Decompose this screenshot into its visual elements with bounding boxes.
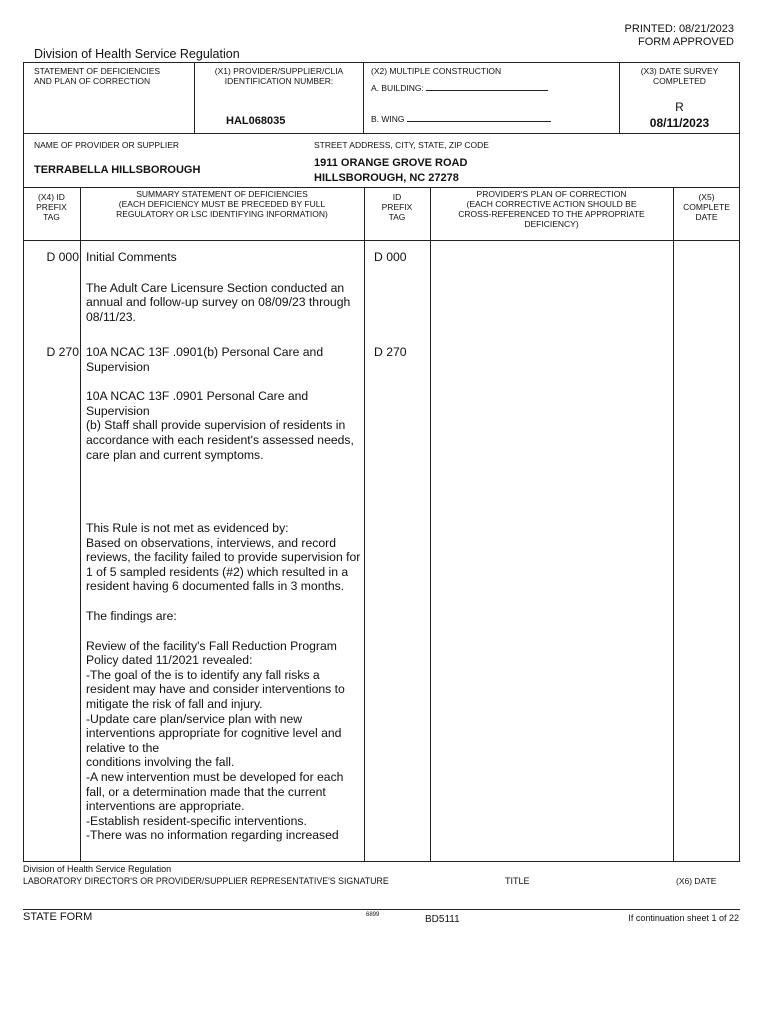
review-line: fall, or a determination made that the current: [86, 784, 326, 799]
agency-title: Division of Health Service Regulation: [34, 47, 240, 61]
review-line: interventions are appropriate.: [86, 799, 245, 814]
address-label: STREET ADDRESS, CITY, STATE, ZIP CODE: [314, 140, 489, 150]
x3-label: (X3) DATE SURVEY COMPLETED: [640, 66, 719, 86]
signature-line: [23, 909, 740, 910]
wing-blank: [407, 121, 551, 122]
review-line: -The goal of the is to identify any fall risks a: [86, 667, 320, 682]
address-line-2: HILLSBOROUGH, NC 27278: [314, 172, 459, 184]
x4-header: (X4) ID PREFIX TAG: [36, 192, 67, 222]
d270-section: [86, 345, 362, 477]
review-line: -There was no information regarding increased: [86, 828, 339, 843]
building-blank: [426, 90, 548, 91]
evidence-text: Based on observations, interviews, and record reviews, the facility failed to provide supervision for 1 of 5 sampled residents (#2) which resulted in a resident having 6 documented falls in 3 months.: [86, 535, 361, 594]
x2-building: A. BUILDING:: [371, 83, 548, 93]
initial-comments-section: [86, 250, 362, 339]
not-met-statement: This Rule is not met as evidenced by:: [86, 521, 289, 535]
summary-header: SUMMARY STATEMENT OF DEFICIENCIES (EACH DEFICIENCY MUST BE PRECEDED BY FULL REGULATORY OR LSC IDENTIFYING INFORMATION): [116, 189, 328, 219]
review-line: relative to the: [86, 740, 160, 755]
x1-label: (X1) PROVIDER/SUPPLIER/CLIA IDENTIFICATION NUMBER:: [214, 66, 344, 86]
review-line: Review of the facility's Fall Reduction Program: [86, 638, 337, 653]
tag-d270: D 270: [46, 345, 79, 359]
review-line: -Establish resident-specific interventions.: [86, 813, 307, 828]
id-tag-d270: D 270: [374, 345, 407, 359]
rule-body: (b) Staff shall provide supervision of residents in accordance with each resident's assessed needs, care plan and current symptoms.: [86, 418, 354, 462]
provider-id-number: HAL068035: [226, 115, 286, 127]
review-line: conditions involving the fall.: [86, 755, 235, 770]
d270-title: 10A NCAC 13F .0901(b) Personal Care and Supervision: [86, 345, 324, 374]
review-line: interventions appropriate for cognitive level and: [86, 726, 342, 741]
findings-label: The findings are:: [86, 608, 177, 623]
review-line: Policy dated 11/2021 revealed:: [86, 653, 253, 668]
id-header: ID PREFIX TAG: [381, 192, 413, 222]
rule-heading: 10A NCAC 13F .0901 Personal Care and Supervision: [86, 389, 309, 418]
x2-wing: B. WING: [371, 114, 551, 124]
continuation-sheet: If continuation sheet 1 of 22: [628, 913, 739, 923]
form-status: FORM APPROVED: [638, 36, 734, 48]
form-number: 6899: [366, 912, 380, 918]
survey-type: R: [675, 100, 684, 114]
policy-review: [86, 639, 362, 843]
evidence-section: [86, 521, 362, 843]
id-tag-d000: D 000: [374, 250, 407, 264]
tag-d000: D 000: [46, 250, 79, 264]
x5-header: (X5) COMPLETE DATE: [683, 192, 730, 222]
address-line-1: 1911 ORANGE GROVE ROAD: [314, 157, 468, 169]
footer-agency: Division of Health Service Regulation: [23, 864, 172, 874]
form-code: BD5111: [425, 914, 460, 925]
survey-date: 08/11/2023: [649, 116, 710, 130]
printed-date: PRINTED: 08/21/2023: [624, 23, 734, 35]
initial-comments-body: The Adult Care Licensure Section conducted an annual and follow-up survey on 08/09/23 through 08/11/23.: [86, 280, 351, 324]
signature-label: LABORATORY DIRECTOR'S OR PROVIDER/SUPPLIER REPRESENTATIVE'S SIGNATURE: [23, 876, 389, 886]
plan-header: PROVIDER'S PLAN OF CORRECTION (EACH CORRECTIVE ACTION SHOULD BE CROSS-REFERENCED TO THE APPROPRIATE DEFICIENCY): [458, 189, 645, 229]
x6-date-label: (X6) DATE: [676, 876, 717, 886]
title-label: TITLE: [505, 876, 530, 886]
state-form-label: STATE FORM: [23, 911, 93, 923]
provider-name: TERRABELLA HILLSBOROUGH: [34, 164, 201, 176]
review-line: -Update care plan/service plan with new: [86, 711, 303, 726]
provider-name-label: NAME OF PROVIDER OR SUPPLIER: [34, 140, 179, 150]
print-info: [625, 23, 734, 49]
review-line: resident may have and consider interventions to: [86, 682, 345, 697]
provider-address: [314, 156, 467, 186]
review-line: mitigate the risk of fall and injury.: [86, 696, 263, 711]
initial-comments-title: Initial Comments: [86, 250, 177, 264]
statement-label: STATEMENT OF DEFICIENCIES AND PLAN OF CORRECTION: [34, 66, 161, 86]
review-line: -A new intervention must be developed for each: [86, 769, 344, 784]
x2-label: (X2) MULTIPLE CONSTRUCTION: [371, 66, 502, 76]
